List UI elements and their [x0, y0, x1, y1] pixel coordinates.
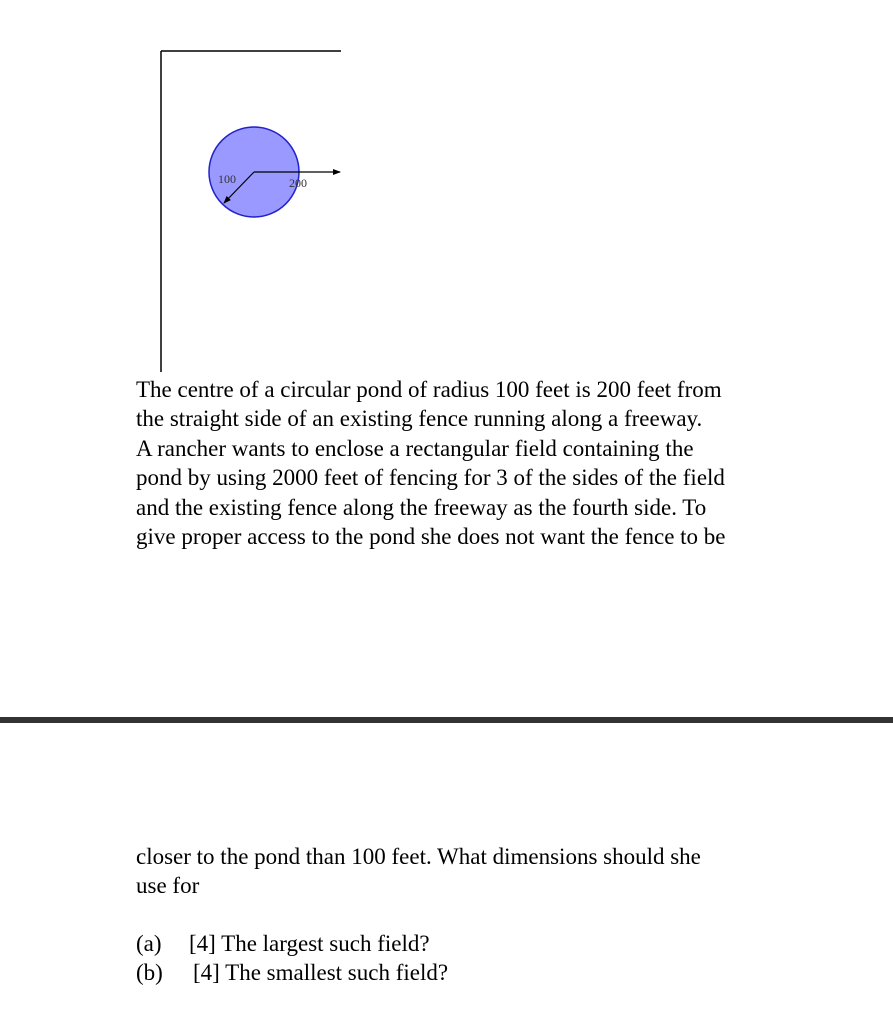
problem-line: and the existing fence along the freeway as the fourth side. To	[136, 494, 707, 520]
part-text: [4] The largest such field?	[189, 931, 430, 956]
problem-statement-bottom	[136, 842, 836, 901]
part-label: (b)	[136, 960, 163, 986]
pond-diagram	[0, 0, 893, 380]
problem-line: The centre of a circular pond of radius 100 feet is 200 feet from	[136, 377, 722, 402]
part-label: (a)	[136, 931, 162, 956]
problem-line: closer to the pond than 100 feet. What dimensions should she	[136, 844, 701, 869]
question-part-a	[136, 929, 448, 958]
problem-line: give proper access to the pond she does not want the fence to be	[136, 524, 726, 550]
problem-statement-top	[136, 375, 836, 551]
problem-line: pond by using 2000 feet of fencing for 3 of the sides of the field	[136, 465, 725, 491]
question-part-b	[136, 958, 448, 987]
page-divider	[0, 717, 893, 723]
part-text: [4] The smallest such field?	[193, 960, 449, 986]
problem-line: the straight side of an existing fence running along a freeway.	[136, 406, 703, 432]
problem-line: A rancher wants to enclose a rectangular field containing the	[136, 435, 694, 461]
radius-label: 100	[218, 172, 236, 186]
distance-label: 200	[289, 176, 307, 190]
question-parts	[136, 929, 448, 988]
problem-line: use for	[136, 873, 200, 899]
